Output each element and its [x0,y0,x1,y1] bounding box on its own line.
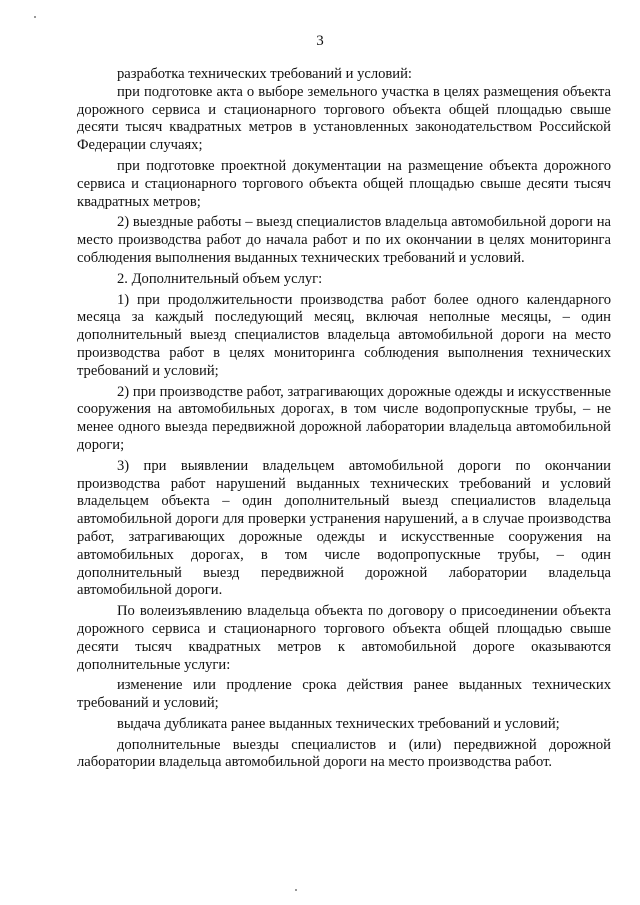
paragraph: 1) при продолжительности производства работ более одного календарного месяца за каждый последующий месяц, включая неполные месяцы, – один дополнительный выезд специалистов владельца автомобильной дороги на место производства работ в целях мониторинга соблюдения выполнения технических требований и условий; [77,291,611,379]
paragraph: при подготовке проектной документации на размещение объекта дорожного сервиса и стационарного торгового объекта общей площадью свыше десяти тысяч квадратных метров; [77,157,611,210]
paragraph: дополнительные выезды специалистов и (или) передвижной дорожной лаборатории владельца автомобильной дороги на место производства работ. [77,736,611,771]
paragraph: разработка технических требований и условий: [117,66,412,82]
paragraph: 3) при выявлении владельцем автомобильной дороги по окончании производства работ нарушений выданных технических требований и условий владельцем объекта – один дополнительный выезд специалистов владельца автомобильной дороги для проверки устранения нарушений, а в случае производства работ, затрагивающих дорожные одежды и искусственные сооружения на автомобильных дорогах, в том числе водопропускные трубы, – один дополнительный выезд передвижной дорожной лаборатории владельца автомобильной дороги. [77,457,611,599]
paragraph: при подготовке акта о выборе земельного участка в целях размещения объекта дорожного сервиса и стационарного торгового объекта общей площадью свыше десяти тысяч квадратных метров в установленных законодательством Российской Федерации случаях; [77,83,611,154]
page-number: 3 [316,33,324,49]
paragraph: 2) при производстве работ, затрагивающих дорожные одежды и искусственные сооружения на автомобильных дорогах, в том числе водопропускные трубы, – не менее одного выезда передвижной дорожной лаборатории владельца автомобильной дороги; [77,383,611,453]
paragraph: 2) выездные работы – выезд специалистов владельца автомобильной дороги на место производства работ до начала работ и по их окончании в целях мониторинга соблюдения выполнения выданных технических требований и условий. [77,214,611,266]
scan-speck [34,16,36,18]
paragraph: выдача дубликата ранее выданных технических требований и условий; [117,715,560,732]
scan-speck [295,889,297,891]
paragraph: изменение или продление срока действия ранее выданных технических требований и условий; [77,677,611,712]
paragraph: По волеизъявлению владельца объекта по договору о присоединении объекта дорожного сервиса и стационарного торгового объекта общей площадью свыше десяти тысяч квадратных метров к автомобильной дороге оказываются дополнительные услуги: [77,603,611,673]
document-body [77,66,611,772]
paragraph: 2. Дополнительный объем услуг: [117,270,323,287]
